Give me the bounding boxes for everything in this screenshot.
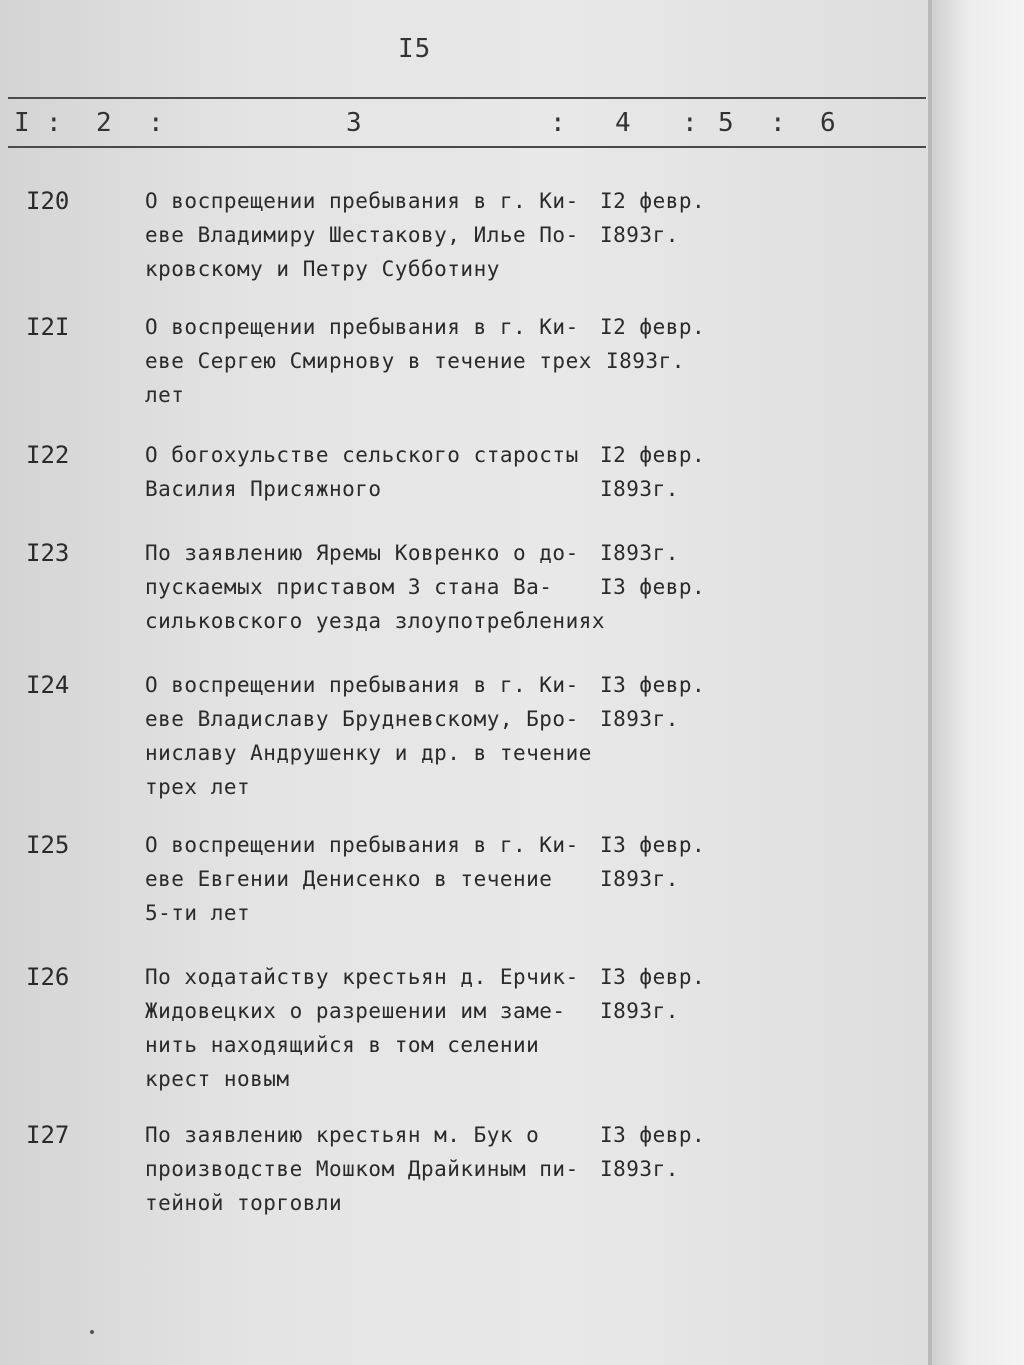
column-header-3: 3: [346, 108, 362, 138]
header-rule-bottom: [8, 146, 926, 148]
date-line: I3 февр.: [600, 1123, 706, 1147]
title-line: О воспрещении пребывания в г. Ки-: [145, 189, 579, 213]
row-title: [145, 310, 607, 412]
date-line: I3 февр.: [600, 575, 706, 599]
row-number: I2I: [26, 313, 70, 341]
title-line: 5-ти лет: [145, 901, 251, 925]
row-number: I20: [26, 187, 70, 215]
title-line: сильковского уезда злоупотреблениях: [145, 609, 606, 633]
paper-speck: [90, 1330, 94, 1334]
date-line: I893г.: [600, 223, 679, 247]
date-line: I3 февр.: [600, 673, 706, 697]
title-line: Жидовецких о разрешении им заме-: [145, 999, 566, 1023]
date-line: I893г.: [600, 867, 679, 891]
title-line: Василия Присяжного: [145, 477, 382, 501]
date-line: I893г.: [600, 1157, 679, 1181]
title-line: еве Владиславу Брудневскому, Бро-: [145, 707, 579, 731]
row-date: [600, 828, 705, 896]
title-line: нить находящийся в том селении: [145, 1033, 540, 1057]
date-line: I893г.: [600, 541, 679, 565]
row-number: I23: [26, 539, 70, 567]
column-header-2: 2: [96, 108, 112, 138]
title-line: О воспрещении пребывания в г. Ки-: [145, 833, 579, 857]
title-line: По ходатайству крестьян д. Ерчик-: [145, 965, 579, 989]
title-line: ниславу Андрушенку и др. в течение: [145, 741, 592, 765]
title-line: О воспрещении пребывания в г. Ки-: [145, 315, 579, 339]
row-title: [145, 184, 607, 286]
column-separator-1: :: [46, 108, 62, 138]
title-line: О богохульстве сельского старосты: [145, 443, 579, 467]
title-line: еве Владимиру Шестакову, Илье По-: [145, 223, 579, 247]
row-date: [600, 668, 705, 736]
title-line: трех лет: [145, 775, 251, 799]
column-separator-5: :: [770, 108, 786, 138]
title-line: еве Сергею Смирнову в течение трех: [145, 349, 592, 373]
page-number: I5: [398, 34, 432, 64]
row-title: [145, 828, 607, 930]
row-number: I25: [26, 831, 70, 859]
row-title: [145, 536, 607, 638]
date-line: I2 февр.: [600, 315, 706, 339]
row-title: [145, 438, 607, 506]
row-number: I27: [26, 1121, 70, 1149]
column-header-5: 5: [718, 108, 734, 138]
title-line: лет: [145, 383, 185, 407]
row-title: [145, 960, 607, 1096]
title-line: еве Евгении Денисенко в течение: [145, 867, 553, 891]
date-line: I3 февр.: [600, 833, 706, 857]
row-date: [600, 310, 705, 378]
row-number: I24: [26, 671, 70, 699]
title-line: По заявлению Яремы Ковренко о до-: [145, 541, 579, 565]
column-separator-2: :: [148, 108, 164, 138]
column-separator-4: :: [682, 108, 698, 138]
row-title: [145, 1118, 607, 1220]
sheet-edge: [928, 0, 932, 1365]
title-line: кровскому и Петру Субботину: [145, 257, 500, 281]
date-line: I2 февр.: [600, 443, 706, 467]
row-date: [600, 438, 705, 506]
column-header-4: 4: [615, 108, 631, 138]
date-line: I3 февр.: [600, 965, 706, 989]
date-line: I2 февр.: [600, 189, 706, 213]
row-title: [145, 668, 607, 804]
title-line: пускаемых приставом 3 стана Ва-: [145, 575, 553, 599]
column-header-6: 6: [820, 108, 836, 138]
header-rule-top: [8, 97, 926, 99]
title-line: О воспрещении пребывания в г. Ки-: [145, 673, 579, 697]
underlying-sheet: [932, 0, 1024, 1365]
date-line: I893г.: [606, 349, 685, 373]
column-header-1: I: [14, 108, 30, 138]
row-date: [600, 1118, 705, 1186]
row-number: I22: [26, 441, 70, 469]
row-date: [600, 960, 705, 1028]
row-number: I26: [26, 963, 70, 991]
title-line: производстве Мошком Драйкиным пи-: [145, 1157, 579, 1181]
column-separator-3: :: [550, 108, 566, 138]
title-line: крест новым: [145, 1067, 290, 1091]
date-line: I893г.: [600, 999, 679, 1023]
row-date: [600, 184, 705, 252]
row-date: [600, 536, 705, 604]
date-line: I893г.: [600, 707, 679, 731]
title-line: По заявлению крестьян м. Бук о: [145, 1123, 540, 1147]
date-line: I893г.: [600, 477, 679, 501]
title-line: тейной торговли: [145, 1191, 343, 1215]
